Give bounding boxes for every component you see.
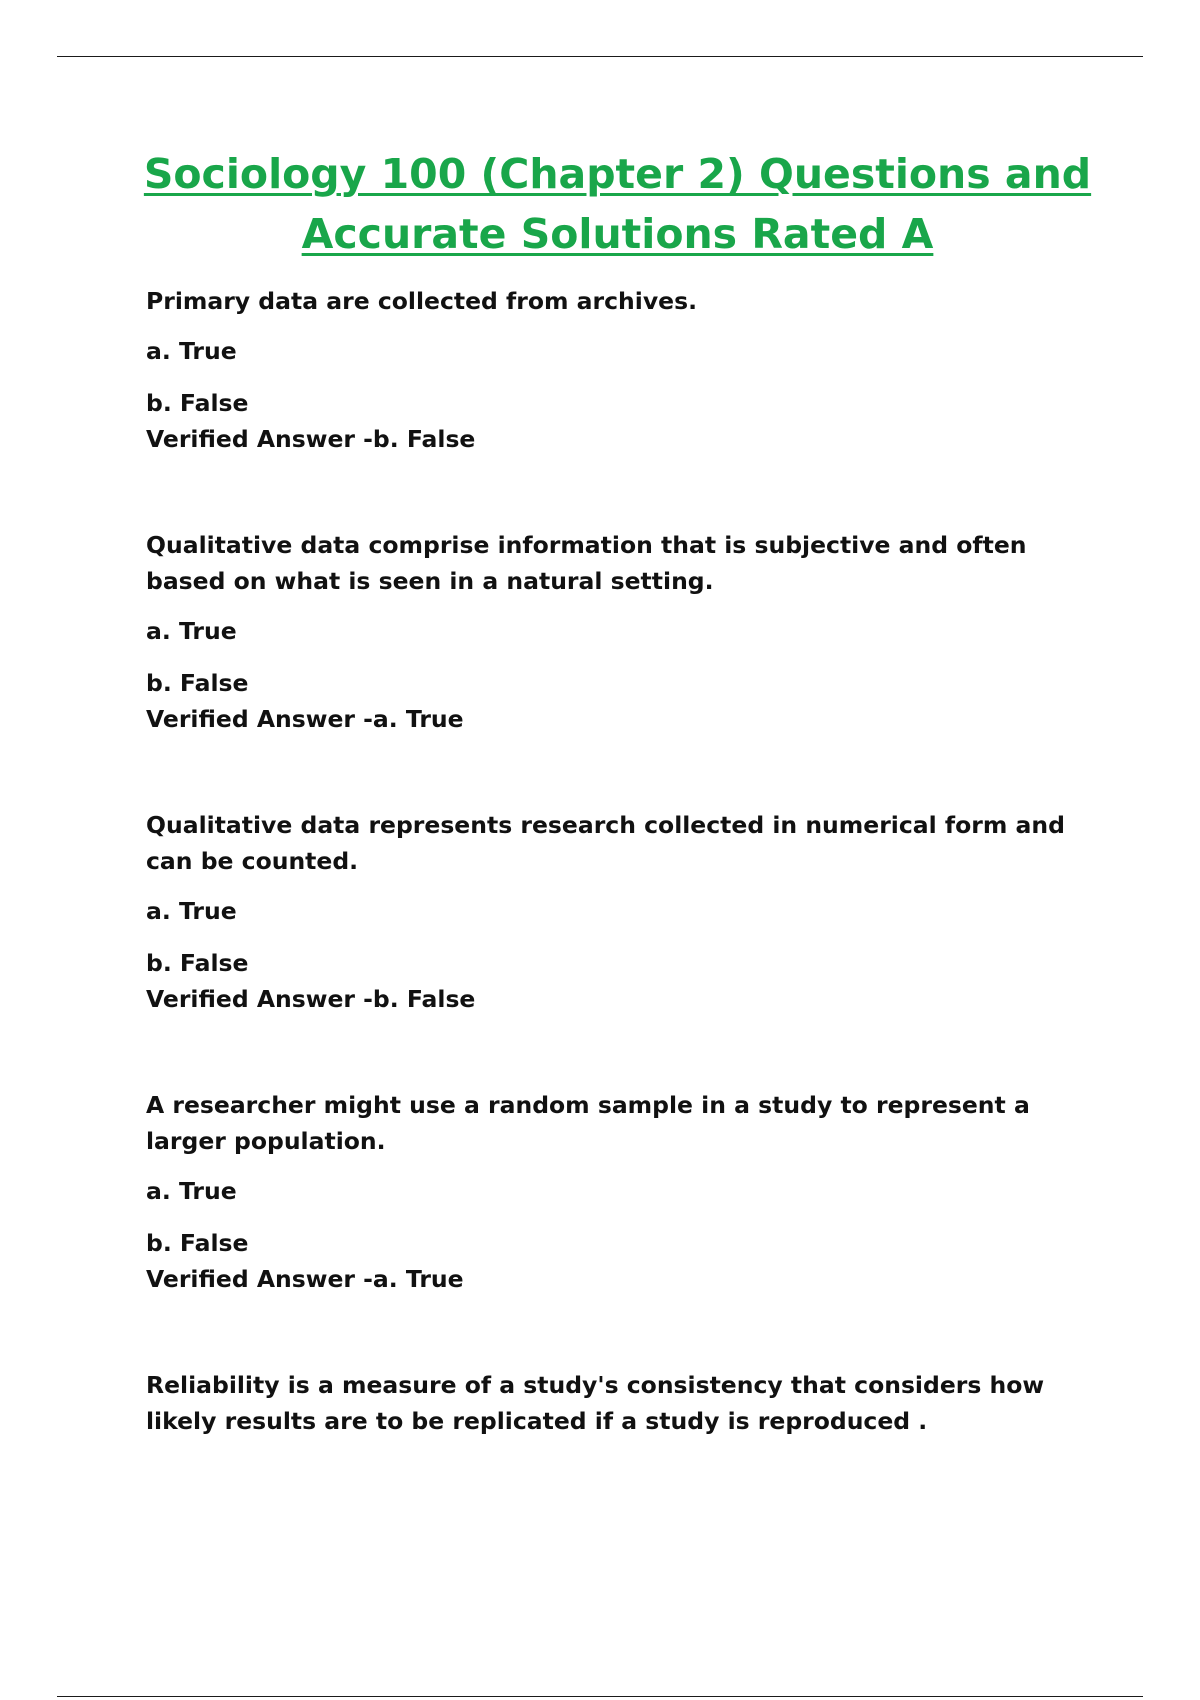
question-block-3 — [146, 807, 1086, 1017]
document-title: Sociology 100 (Chapter 2) Questions and Accurate Solutions Rated A — [143, 150, 1092, 258]
question-text: Qualitative data comprise information that is subjective and often based on what is seen in a natural setting. — [146, 531, 1027, 595]
verified-answer: Verified Answer -b. False — [146, 985, 476, 1013]
question-list — [146, 283, 1086, 1453]
question-text: Reliability is a measure of a study's consistency that considers how likely results are to be replicated if a study is reproduced . — [146, 1371, 1045, 1435]
question-block-4 — [146, 1087, 1086, 1297]
option-b: b. False — [146, 669, 249, 697]
question-block-1 — [146, 283, 1086, 457]
top-divider — [57, 56, 1143, 57]
option-a: a. True — [146, 617, 237, 645]
question-text: Qualitative data represents research collected in numerical form and can be counted. — [146, 811, 1065, 875]
question-text: Primary data are collected from archives. — [146, 287, 698, 315]
option-a: a. True — [146, 337, 237, 365]
verified-answer: Verified Answer -a. True — [146, 705, 464, 733]
option-b: b. False — [146, 1229, 249, 1257]
question-block-5 — [146, 1367, 1086, 1439]
option-b: b. False — [146, 949, 249, 977]
option-a: a. True — [146, 1177, 237, 1205]
verified-answer: Verified Answer -b. False — [146, 425, 476, 453]
question-block-2 — [146, 527, 1086, 737]
question-text: A researcher might use a random sample in a study to represent a larger population. — [146, 1091, 1030, 1155]
bottom-divider — [57, 1696, 1143, 1697]
verified-answer: Verified Answer -a. True — [146, 1265, 464, 1293]
option-b: b. False — [146, 389, 249, 417]
option-a: a. True — [146, 897, 237, 925]
